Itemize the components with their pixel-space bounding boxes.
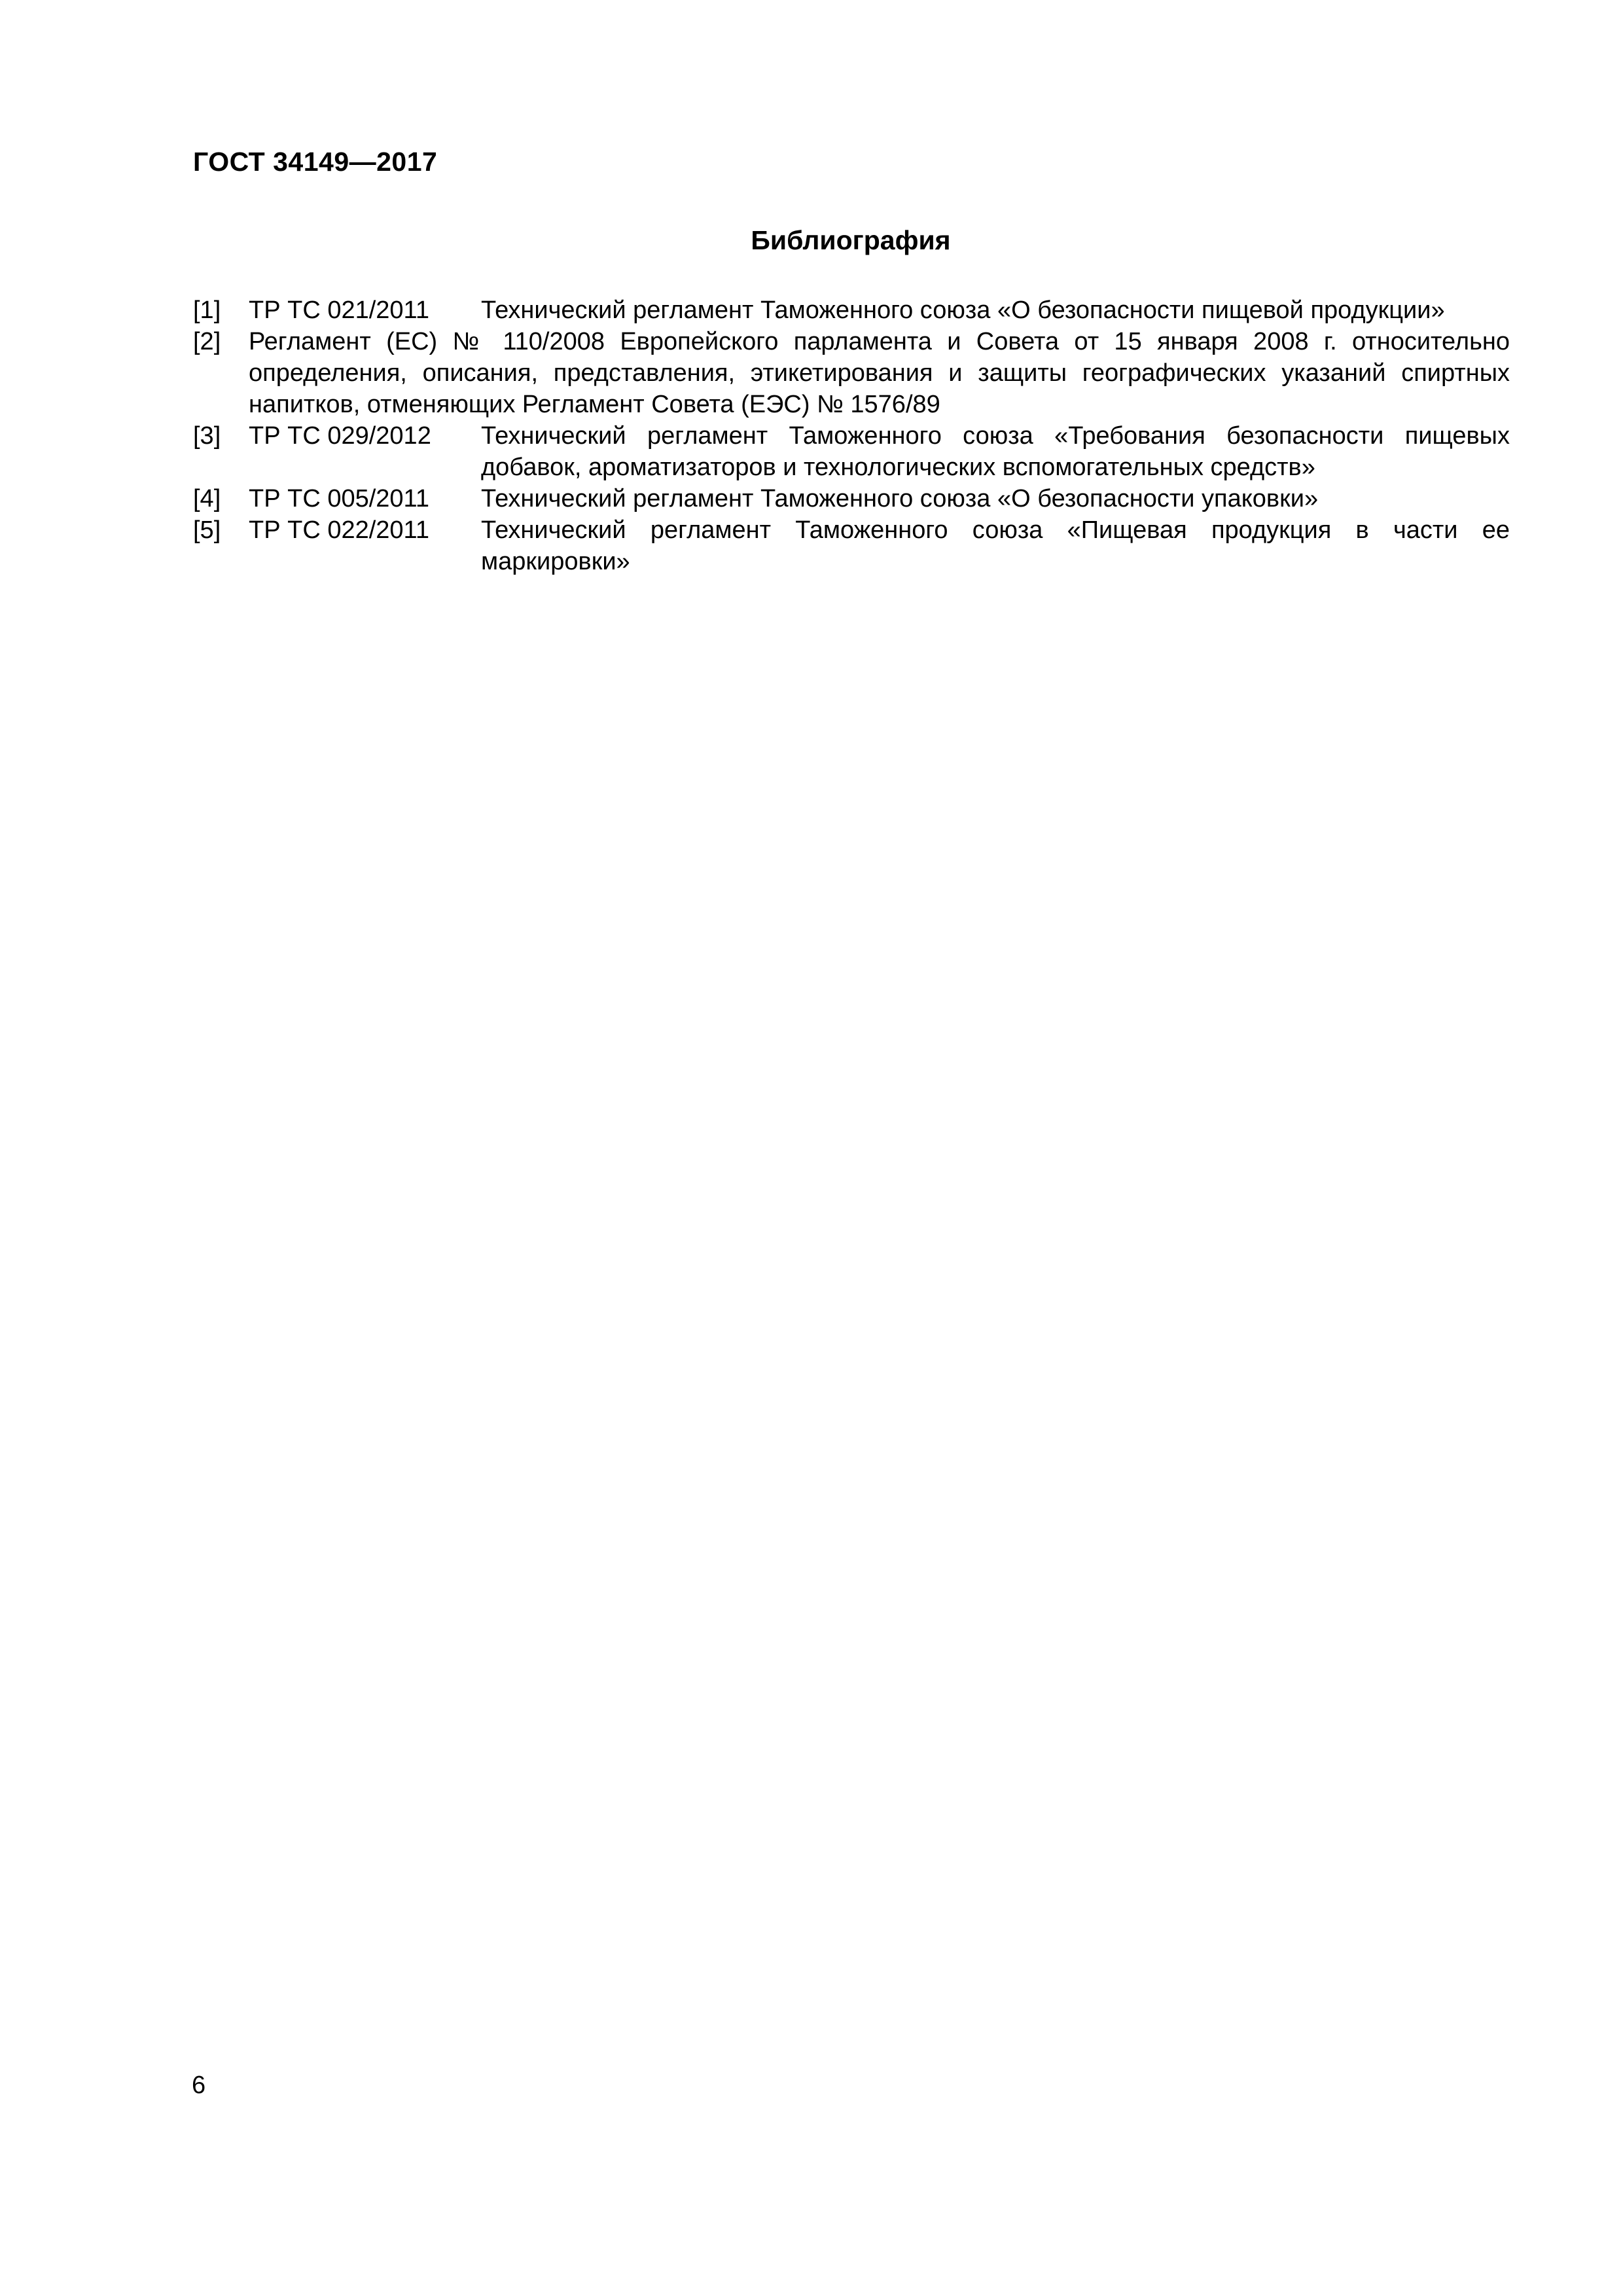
bibliography-list [193, 295, 1510, 577]
bibliography-entry [193, 295, 1510, 326]
bibliography-entry-text: Технический регламент Таможенного союза «Пищевая продукция в части ее маркировки» [481, 516, 1510, 575]
document-header-code: ГОСТ 34149—2017 [193, 147, 438, 177]
bibliography-entry-code: ТР ТС 022/2011 [249, 516, 430, 544]
bibliography-entry-number: [5] [193, 516, 221, 544]
bibliography-entry-code: ТР ТС 005/2011 [249, 485, 430, 512]
bibliography-entry [193, 483, 1510, 514]
bibliography-entry-number: [3] [193, 422, 221, 450]
bibliography-entry [193, 514, 1510, 577]
section-title: Библиография [751, 225, 951, 255]
bibliography-entry-number: [2] [193, 328, 221, 355]
bibliography-entry-code: ТР ТС 021/2011 [249, 296, 430, 324]
bibliography-entry-text: Технический регламент Таможенного союза «О безопасности пищевой продукции» [481, 296, 1445, 324]
bibliography-entry-text: Регламент (ЕС) № 110/2008 Европейского парламента и Совета от 15 января 2008 г. относительно определения, описания, представления, этикетирования и защиты географических указаний спиртных напитков, отменяющих Регламент Совета (ЕЭС) № 1576/89 [249, 328, 1510, 418]
bibliography-entry-text: Технический регламент Таможенного союза «Требования безопасности пищевых добавок, ароматизаторов и технологических вспомогательных средств» [481, 422, 1510, 481]
bibliography-entry-number: [1] [193, 296, 221, 324]
bibliography-entry [193, 326, 1510, 420]
bibliography-entry-number: [4] [193, 485, 221, 512]
bibliography-entry-code: ТР ТС 029/2012 [249, 422, 431, 450]
bibliography-entry [193, 420, 1510, 483]
bibliography-entry-text: Технический регламент Таможенного союза «О безопасности упаковки» [481, 485, 1319, 512]
page-number: 6 [192, 2072, 206, 2099]
